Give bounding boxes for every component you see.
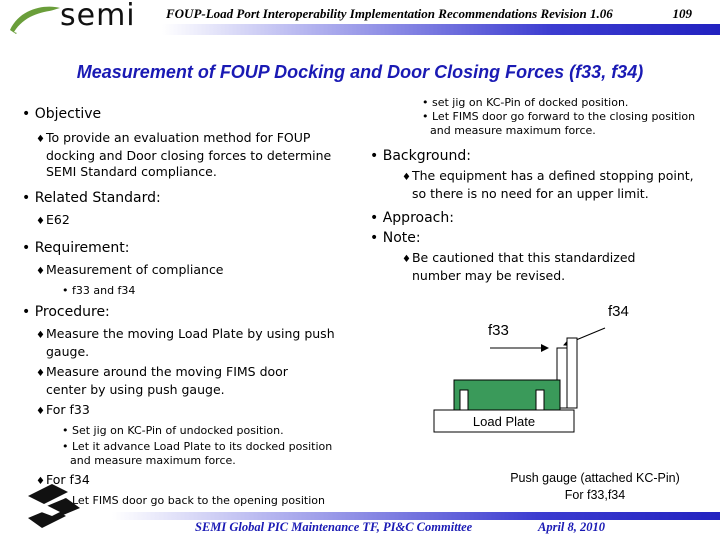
background-heading: • Background: bbox=[370, 148, 712, 164]
kc-pin-left bbox=[460, 390, 468, 410]
procedure-item-3a: • Set jig on KC-Pin of undocked position. bbox=[48, 424, 362, 438]
header-title bbox=[166, 6, 706, 22]
procedure-item-3b: • Let it advance Load Plate to its docked position and measure maximum force. bbox=[48, 440, 338, 468]
caption-line-1: Push gauge (attached KC-Pin) bbox=[510, 471, 680, 485]
procedure-item-1: ♦ Measure the moving Load Plate by using push gauge. bbox=[32, 326, 342, 360]
logo-wordmark: semi bbox=[60, 0, 136, 33]
footer-gradient-bar bbox=[112, 512, 720, 520]
page-number: 109 bbox=[672, 6, 692, 21]
procedure-item-2: ♦ Measure around the moving FIMS door center by using push gauge. bbox=[32, 364, 332, 398]
slide-title: Measurement of FOUP Docking and Door Closing Forces (f33, f34) bbox=[76, 62, 644, 82]
note-item: ♦ Be cautioned that this standardized number may be revised. bbox=[398, 250, 658, 284]
related-item: ♦ E62 bbox=[32, 212, 362, 230]
fims-door-plate bbox=[567, 338, 577, 408]
related-heading: • Related Standard: bbox=[22, 190, 362, 206]
procedure-item-3: ♦ For f33 bbox=[32, 402, 362, 420]
kc-pin-right bbox=[536, 390, 544, 410]
requirement-subitem: • f33 and f34 bbox=[48, 284, 362, 298]
objective-item: ♦ To provide an evaluation method for FOUP docking and Door closing forces to determine SEMI Standard compliance. bbox=[32, 130, 362, 180]
procedure-heading: • Procedure: bbox=[22, 304, 362, 320]
objective-heading: • Objective bbox=[22, 106, 362, 122]
semi-s-logo bbox=[24, 484, 84, 534]
diagram-caption bbox=[470, 470, 720, 504]
continued-item-b: • Let FIMS door go forward to the closing position and measure maximum force. bbox=[408, 110, 698, 138]
background-item: ♦ The equipment has a defined stopping point, so there is no need for an upper limit. bbox=[398, 168, 698, 202]
f34-label: f34 bbox=[608, 303, 629, 320]
note-heading: • Note: bbox=[370, 230, 712, 246]
header-title-text: FOUP-Load Port Interoperability Implementation Recommendations Revision 1.06 bbox=[166, 6, 613, 21]
continued-item-a: • set jig on KC-Pin of docked position. bbox=[408, 96, 712, 110]
header-gradient-bar bbox=[162, 24, 720, 35]
footer-committee: SEMI Global PIC Maintenance TF, PI&C Committee bbox=[195, 520, 473, 534]
load-plate-label: Load Plate bbox=[472, 414, 536, 429]
approach-heading: • Approach: bbox=[370, 210, 712, 226]
right-column bbox=[362, 96, 712, 284]
f33-label: f33 bbox=[488, 322, 509, 339]
caption-line-2: For f33,f34 bbox=[564, 488, 626, 502]
left-column bbox=[22, 100, 362, 508]
requirement-item: ♦ Measurement of compliance bbox=[32, 262, 362, 280]
procedure-item-4: ♦ For f34 bbox=[32, 472, 362, 490]
requirement-heading: • Requirement: bbox=[22, 240, 362, 256]
footer-date: April 8, 2010 bbox=[538, 520, 606, 534]
procedure-item-4a: • Let FIMS door go back to the opening position bbox=[48, 494, 362, 508]
